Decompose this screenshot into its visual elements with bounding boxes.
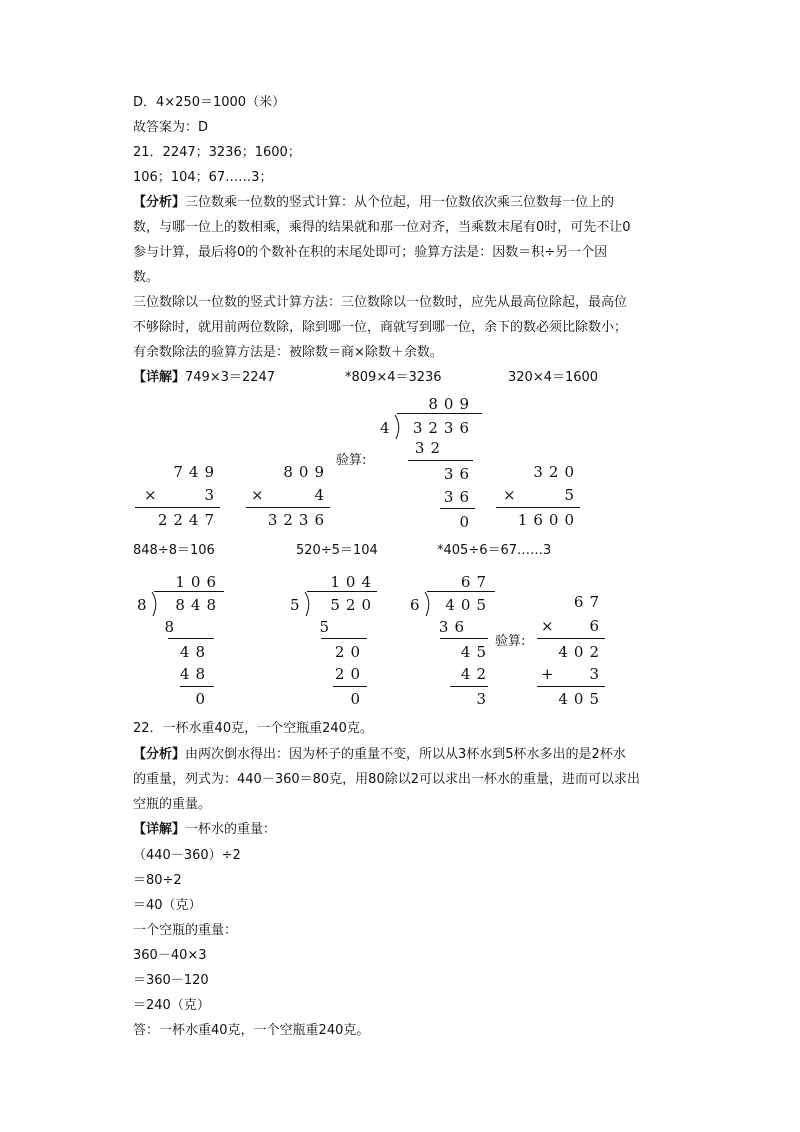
analysis-text: 由两次倒水得出：因为杯子的重量不变，所以从3杯水到5杯水多出的是2杯水 (185, 747, 626, 762)
detail-tag: 【详解】 (133, 370, 186, 385)
multiplier: 4 (314, 486, 330, 504)
analysis-text-5: 三位数除以一位数的竖式计算方法：三位数除以一位数时，应先从最高位除起，最高位 (133, 295, 628, 310)
eq-520div5: 520÷5＝104 (296, 543, 378, 558)
product-line (537, 638, 605, 639)
step-2: 20 (334, 643, 366, 661)
step-line (168, 638, 214, 639)
step-2: 48 (179, 643, 211, 661)
step-line-6: ＝360－120 (133, 973, 209, 988)
multiplicand: 320 (533, 463, 580, 481)
q21-answers-line2: 106；104；67……3； (133, 170, 273, 185)
times-sign: × (144, 486, 157, 504)
product-line (246, 507, 330, 508)
answer-d-line: 故答案为：D (133, 120, 209, 135)
quotient: 104 (330, 573, 377, 591)
dividend: 3236 (412, 419, 475, 437)
division-line (307, 591, 377, 592)
step-4: 0 (350, 690, 366, 708)
times-sign: × (541, 617, 554, 635)
q22-analysis-1 (133, 745, 626, 765)
quotient: 106 (175, 573, 222, 591)
analysis-text-7: 有余数除法的验算方法是：被除数＝商×除数＋余数。 (133, 345, 443, 360)
step-3: 20 (334, 665, 366, 683)
step-line (180, 686, 214, 687)
step-line (450, 686, 488, 687)
step-4: 0 (195, 690, 211, 708)
eq-809x4: *809×4＝3236 (345, 370, 442, 385)
remainder-addend: 3 (589, 665, 605, 683)
analysis-text-4: 数。 (133, 270, 160, 285)
division-line (397, 413, 482, 414)
step-line-3: ＝40（克） (133, 898, 202, 913)
division-line (154, 591, 224, 592)
step-line-1: （440－360）÷2 (133, 848, 241, 863)
product: 1600 (517, 511, 580, 529)
multiplier: 6 (589, 617, 605, 635)
step-line (440, 508, 475, 509)
product-line (496, 507, 580, 508)
step-3: 36 (443, 488, 475, 506)
product-line (135, 507, 220, 508)
final-answer: 答：一杯水重40克，一个空瓶重240克。 (133, 1023, 370, 1038)
times-sign: × (251, 486, 264, 504)
q22-detail (133, 820, 276, 840)
sum: 405 (558, 690, 605, 708)
analysis-text-3: 参与计算，最后将0的个数补在积的末尾处即可；验算方法是：因数＝积÷另一个因 (133, 245, 608, 260)
plus-sign: + (541, 665, 554, 683)
dividend: 520 (330, 596, 377, 614)
sum-line (537, 686, 605, 687)
dividend: 405 (445, 596, 492, 614)
divisor: 6 (410, 596, 420, 614)
detail-tag: 【详解】 (133, 822, 186, 837)
step-4: 0 (459, 513, 475, 531)
step-1: 36 (438, 618, 470, 636)
multiplier: 3 (204, 486, 220, 504)
eq-320x4: 320×4＝1600 (508, 370, 599, 385)
step-3: 42 (460, 665, 492, 683)
step-line-4: 一个空瓶的重量： (133, 923, 238, 938)
q22-analysis-2: 的重量，列式为：440－360＝80克，用80除以2可以求出一杯水的重量，进而可以求出 (133, 772, 640, 787)
quotient: 67 (460, 573, 492, 591)
step-3: 48 (179, 665, 211, 683)
division-line (427, 591, 495, 592)
option-d-line: D．4×250＝1000（米） (133, 95, 286, 110)
analysis-tag: 【分析】 (133, 747, 186, 762)
quotient: 809 (428, 395, 475, 413)
analysis-para-1 (133, 193, 614, 213)
dividend: 848 (175, 596, 222, 614)
eq-405div6: *405÷6＝67……3 (437, 543, 552, 558)
step-line-2: ＝80÷2 (133, 873, 182, 888)
step-2: 45 (460, 643, 492, 661)
analysis-text-1: 三位数乘一位数的竖式计算：从个位起，用一位数依次乘三位数每一位上的 (185, 195, 615, 210)
analysis-text-2: 数，与哪一位上的数相乘，乘得的结果就和那一位对齐，当乘数末尾有0时，可先不让0 (133, 220, 631, 235)
analysis-tag: 【分析】 (133, 195, 186, 210)
multiplier: 5 (564, 486, 580, 504)
step-line (321, 638, 367, 639)
step-line (408, 460, 473, 461)
step-line-5: 360－40×3 (133, 948, 207, 963)
q21-answers-line1: 21．2247；3236；1600； (133, 145, 301, 160)
divisor: 5 (290, 596, 300, 614)
divisor: 4 (380, 419, 390, 437)
check-label-2: 验算: (495, 634, 526, 649)
divisor: 8 (137, 596, 147, 614)
eq-749x3: 749×3＝2247 (185, 370, 276, 385)
step-line (333, 686, 367, 687)
step-1: 5 (319, 618, 335, 636)
step-4: 3 (476, 690, 492, 708)
check-label: 验算: (336, 453, 367, 468)
step-1: 32 (414, 439, 446, 457)
step-line (440, 638, 488, 639)
detail-text: 一杯水的重量： (185, 822, 277, 837)
product: 2247 (157, 511, 220, 529)
partial-product: 402 (558, 643, 605, 661)
step-line-7: ＝240（克） (133, 998, 210, 1013)
detail-line (133, 368, 275, 388)
eq-848div8: 848÷8＝106 (133, 543, 215, 558)
multiplicand: 809 (283, 463, 330, 481)
q22-analysis-3: 空瓶的重量。 (133, 797, 212, 812)
q22-answer: 22．一杯水重40克，一个空瓶重240克。 (133, 721, 373, 736)
analysis-text-6: 不够除时，就用前两位数除，除到哪一位，商就写到哪一位，余下的数必须比除数小； (133, 320, 628, 335)
step-1: 8 (164, 618, 180, 636)
multiplicand: 749 (173, 463, 220, 481)
times-sign: × (503, 486, 516, 504)
product: 3236 (267, 511, 330, 529)
multiplicand: 67 (573, 593, 605, 611)
step-2: 36 (443, 465, 475, 483)
